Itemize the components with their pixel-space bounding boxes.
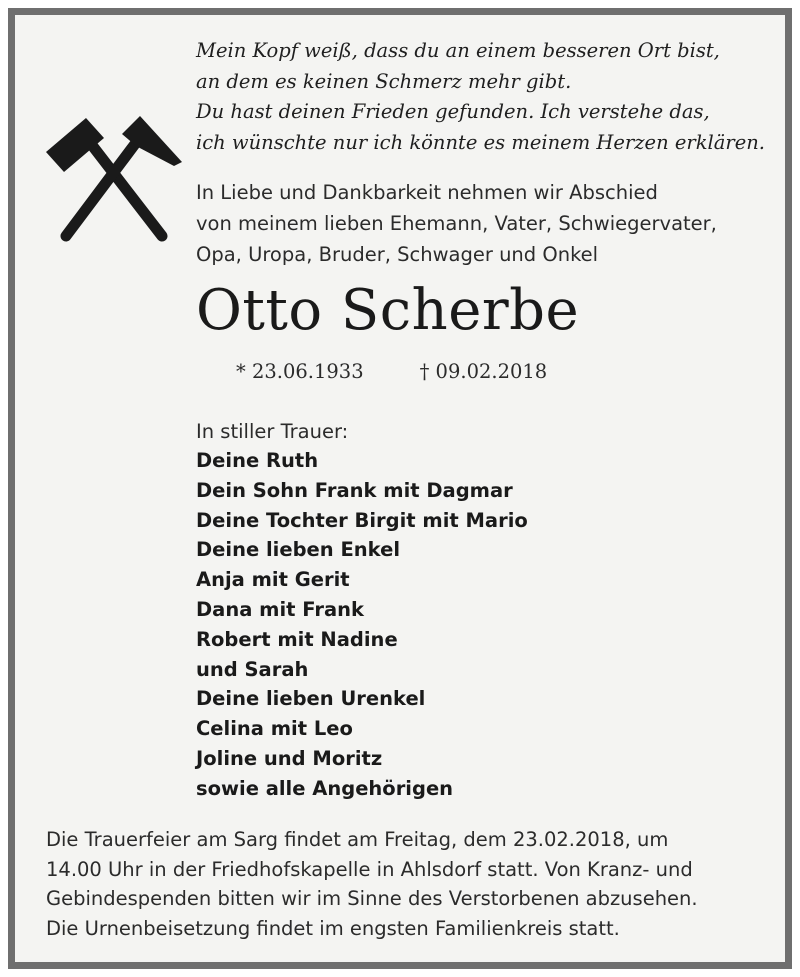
deceased-name: Otto Scherbe: [196, 278, 580, 343]
death-date: † 09.02.2018: [419, 360, 548, 383]
mourner-name: Dein Sohn Frank mit Dagmar: [196, 478, 513, 502]
notice-line: Die Urnenbeisetzung findet im engsten Familienkreis statt.: [46, 916, 620, 940]
intro-line: Opa, Uropa, Bruder, Schwager und Onkel: [196, 243, 599, 266]
notice-line: Gebindespenden bitten wir im Sinne des Verstorbenen abzusehen.: [46, 887, 698, 910]
mourner-name: Joline und Moritz: [196, 746, 383, 770]
mourning-heading: In stiller Trauer:: [196, 420, 349, 443]
hammer-and-pick-icon: [40, 112, 190, 244]
mourner-name: Anja mit Gerit: [196, 568, 350, 592]
quote-line: Du hast deinen Frieden gefunden. Ich verstehe das,: [196, 100, 710, 123]
mourner-name: Deine lieben Enkel: [196, 538, 400, 562]
mourner-name: Robert mit Nadine: [196, 627, 398, 651]
mourner-name: und Sarah: [196, 657, 309, 681]
quote-line: ich wünschte nur ich könnte es meinem Herzen erklären.: [196, 130, 765, 154]
quote-line: an dem es keinen Schmerz mehr gibt.: [196, 69, 572, 93]
quote-line: Mein Kopf weiß, dass du an einem besseren Ort bist,: [196, 39, 720, 62]
birth-date: * 23.06.1933: [236, 360, 364, 383]
mourner-name: Celina mit Leo: [196, 717, 353, 741]
life-dates: [236, 358, 547, 386]
notice-line: Die Trauerfeier am Sarg findet am Freitag, dem 23.02.2018, um: [46, 828, 669, 851]
intro-text: [196, 177, 717, 270]
mourner-name: Deine lieben Urenkel: [196, 687, 426, 711]
mourner-name: Deine Ruth: [196, 449, 319, 472]
funeral-notice: [46, 825, 698, 943]
notice-line: 14.00 Uhr in der Friedhofskapelle in Ahlsdorf statt. Von Kranz- und: [46, 857, 693, 881]
mourner-name: sowie alle Angehörigen: [196, 776, 454, 800]
intro-line: von meinem lieben Ehemann, Vater, Schwiegervater,: [196, 212, 717, 235]
intro-line: In Liebe und Dankbarkeit nehmen wir Abschied: [196, 181, 658, 204]
mourners-list: [196, 446, 528, 804]
mourner-name: Deine Tochter Birgit mit Mario: [196, 508, 528, 532]
mourner-name: Dana mit Frank: [196, 597, 364, 621]
memorial-quote: [196, 36, 765, 158]
